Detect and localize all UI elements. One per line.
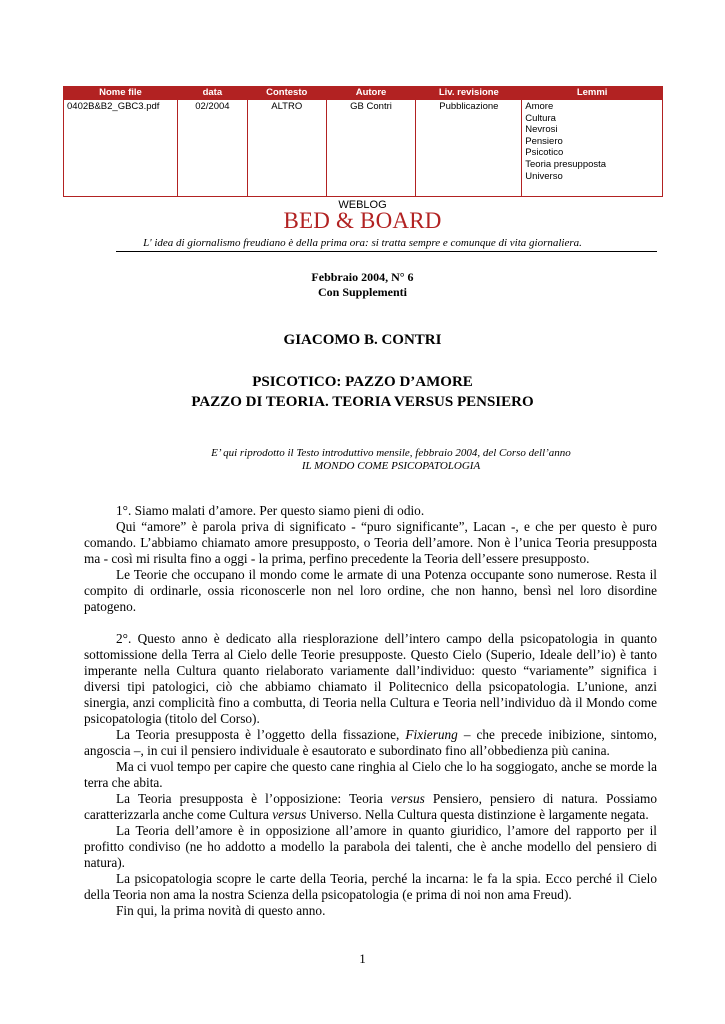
table-row (64, 100, 663, 197)
lemma-item: Nevrosi (525, 124, 558, 136)
paragraph-6: Ma ci vuol tempo per capire che questo cane ringhia al Cielo che lo ha soggiogato, anche se morde la terra che abita. (84, 759, 657, 790)
intro-course-title: IL MONDO COME PSICOPATOLOGIA (301, 460, 481, 472)
header-nome-file: Nome file (64, 87, 178, 100)
masthead-kicker: WEBLOG (338, 199, 387, 211)
lemma-item: Psicotico (525, 147, 564, 159)
cell-lemmi (522, 100, 663, 197)
header-data: data (177, 87, 247, 100)
cell-liv-revisione: Pubblicazione (416, 100, 522, 197)
intro-note (60, 447, 660, 473)
cell-nome-file: 0402B&B2_GBC3.pdf (64, 100, 178, 197)
issue-date: Febbraio 2004, N° 6 (311, 270, 414, 284)
header-lemmi: Lemmi (522, 87, 663, 100)
paragraph-1: 1°. Siamo malati d’amore. Per questo siamo pieni di odio. (116, 503, 425, 518)
cell-data: 02/2004 (177, 100, 247, 197)
intro-line-1: E’ qui riprodotto il Testo introduttivo mensile, febbraio 2004, del Corso dell’anno (211, 447, 571, 459)
lemma-item: Cultura (525, 112, 556, 124)
cell-autore: GB Contri (326, 100, 416, 197)
masthead-motto: L' idea di giornalismo freudiano è della prima ora: si tratta sempre e comunque di vita giornaliera. (143, 237, 582, 249)
cell-contesto: ALTRO (247, 100, 326, 197)
masthead-divider (116, 251, 657, 252)
paragraph-10: Fin qui, la prima novità di questo anno. (116, 903, 326, 918)
paragraph-8: La Teoria dell’amore è in opposizione all’amore in quanto giuridico, l’amore del rapporto per il profitto condiviso (ne ho addotto a modello la parabola dei talenti, che è anche modello del pensiero di natura). (84, 823, 657, 870)
paragraph-3: Le Teorie che occupano il mondo come le armate di una Potenza occupante sono numerose. Resta il compito di ordinarle, ossia riconoscerle non nel loro ordine, che non hanno, bensì nel loro disordine patogeno. (84, 567, 657, 614)
article-body (84, 503, 657, 919)
issue-supplement: Con Supplementi (317, 285, 408, 299)
article-title-line-1: PSICOTICO: PAZZO D’AMORE (252, 374, 473, 390)
author-name: GIACOMO B. CONTRI (283, 332, 442, 348)
article-title-line-2: PAZZO DI TEORIA. TEORIA VERSUS PENSIERO (191, 394, 534, 410)
page-number: 1 (359, 951, 366, 966)
document-metadata-table (63, 86, 663, 197)
issue-info (0, 270, 725, 300)
paragraph-7: La Teoria presupposta è l’opposizione: Teoria versus Pensiero, pensiero di natura. Possiamo caratterizzarla anche come Cultura versus Universo. Nella Cultura questa distinzione è largamente negata. (84, 791, 657, 822)
article-title (0, 372, 725, 412)
lemma-item: Amore (525, 101, 554, 112)
header-contesto: Contesto (247, 87, 326, 100)
lemma-item: Pensiero (525, 135, 563, 147)
term-fixierung: Fixierung (405, 727, 458, 742)
paragraph-4: 2°. Questo anno è dedicato alla riesplorazione dell’intero campo della psicopatologia in quanto sottomissione della Terra al Cielo delle Teorie presupposte. Questo Cielo (Superio, Ideale dell’io) è tanto imperante nella Cultura quanto rielaborato variamente dall’individuo: questo “variamente” significa i diversi tipi patologici, ciò che abbiamo chiamato il Politecnico della psicopatologia. L’unione, anzi sinergia, anzi complicità fino a combutta, di Teoria nella Cultura e Teoria nell’individuo dà il Mondo come psicopatologia (titolo del Corso). (84, 631, 657, 726)
header-autore: Autore (326, 87, 416, 100)
header-liv-revisione: Liv. revisione (416, 87, 522, 100)
paragraph-5: La Teoria presupposta è l’oggetto della fissazione, Fixierung – che precede inibizione, sintomo, angoscia –, in cui il pensiero individuale è esautorato e subordinato fino all’obbedienza più canina. (84, 727, 657, 758)
paragraph-2: Qui “amore” è parola priva di significato - “puro significante”, Lacan -, e che per questo è puro comando. L’abbiamo chiamato amore presupposto, o Teoria dell’amore. Non è l’unica Teoria presupposta ma - così mi risulta fino a oggi - la prima, perfino precedente la Teoria dell’essere presupposto. (84, 519, 657, 566)
masthead-title: BED & BOARD (283, 208, 442, 233)
metadata-header-row (64, 87, 663, 100)
term-versus: versus (390, 791, 425, 806)
term-versus: versus (272, 807, 307, 822)
paragraph-9: La psicopatologia scopre le carte della Teoria, perché la incarna: le fa la spia. Ecco perché il Cielo della Teoria non ama la nostra Scienza della psicopatologia (e prima di noi non ama Freud). (84, 871, 657, 902)
lemma-item: Universo (525, 170, 563, 182)
lemma-item: Teoria presupposta (525, 158, 607, 170)
